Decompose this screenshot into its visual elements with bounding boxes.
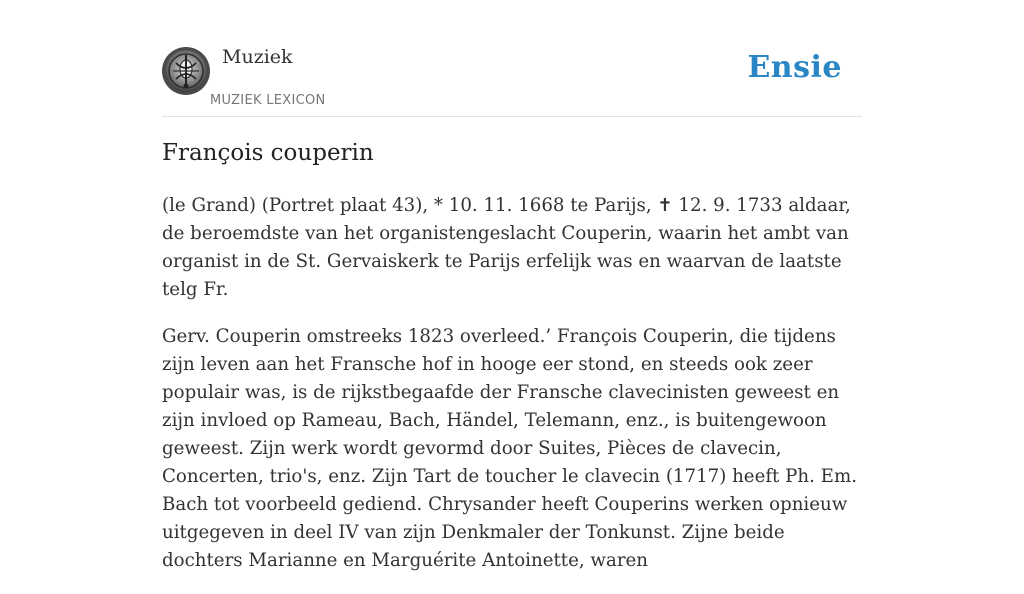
site-name[interactable]: Muziek (222, 46, 293, 68)
brand-logo[interactable]: Ensie (747, 50, 842, 85)
article-paragraph: (le Grand) (Portret plaat 43), * 10. 11. 1668 te Parijs, ✝ 12. 9. 1733 aldaar, de beroemdste van het organistengeslacht Couperin, waarin het ambt van organist in de St. Gervaiskerk te Parijs erfelijk was en waarvan de laatste telg Fr. (162, 195, 851, 300)
page-content (162, 0, 862, 571)
muziek-emblem-icon[interactable] (162, 47, 210, 95)
article-body (162, 192, 864, 594)
article-paragraph: Gerv. Couperin omstreeks 1823 overleed.’ François Couperin, die tijdens zijn leven aan het Fransche hof in hooge eer stond, en steeds ook zeer populair was, is de rijkstbegaafde der Fransche clavecinisten geweest en zijn invloed op Rameau, Bach, Händel, Telemann, enz., is buitengewoon geweest. Zijn werk wordt gevormd door Suites, Pièces de clavecin, Concerten, trio's, enz. Zijn Tart de toucher le clavecin (1717) heeft Ph. Em. Bach tot voorbeeld gediend. Chrysander heeft Couperins werken opnieuw uitgegeven in deel IV van zijn Denkmaler der Tonkunst. Zijne beide dochters Marianne en Marguérite Antoinette, waren (162, 326, 857, 571)
site-subtitle[interactable]: MUZIEK LEXICON (210, 93, 326, 108)
article-title: François couperin (162, 140, 374, 166)
site-header (162, 0, 862, 117)
